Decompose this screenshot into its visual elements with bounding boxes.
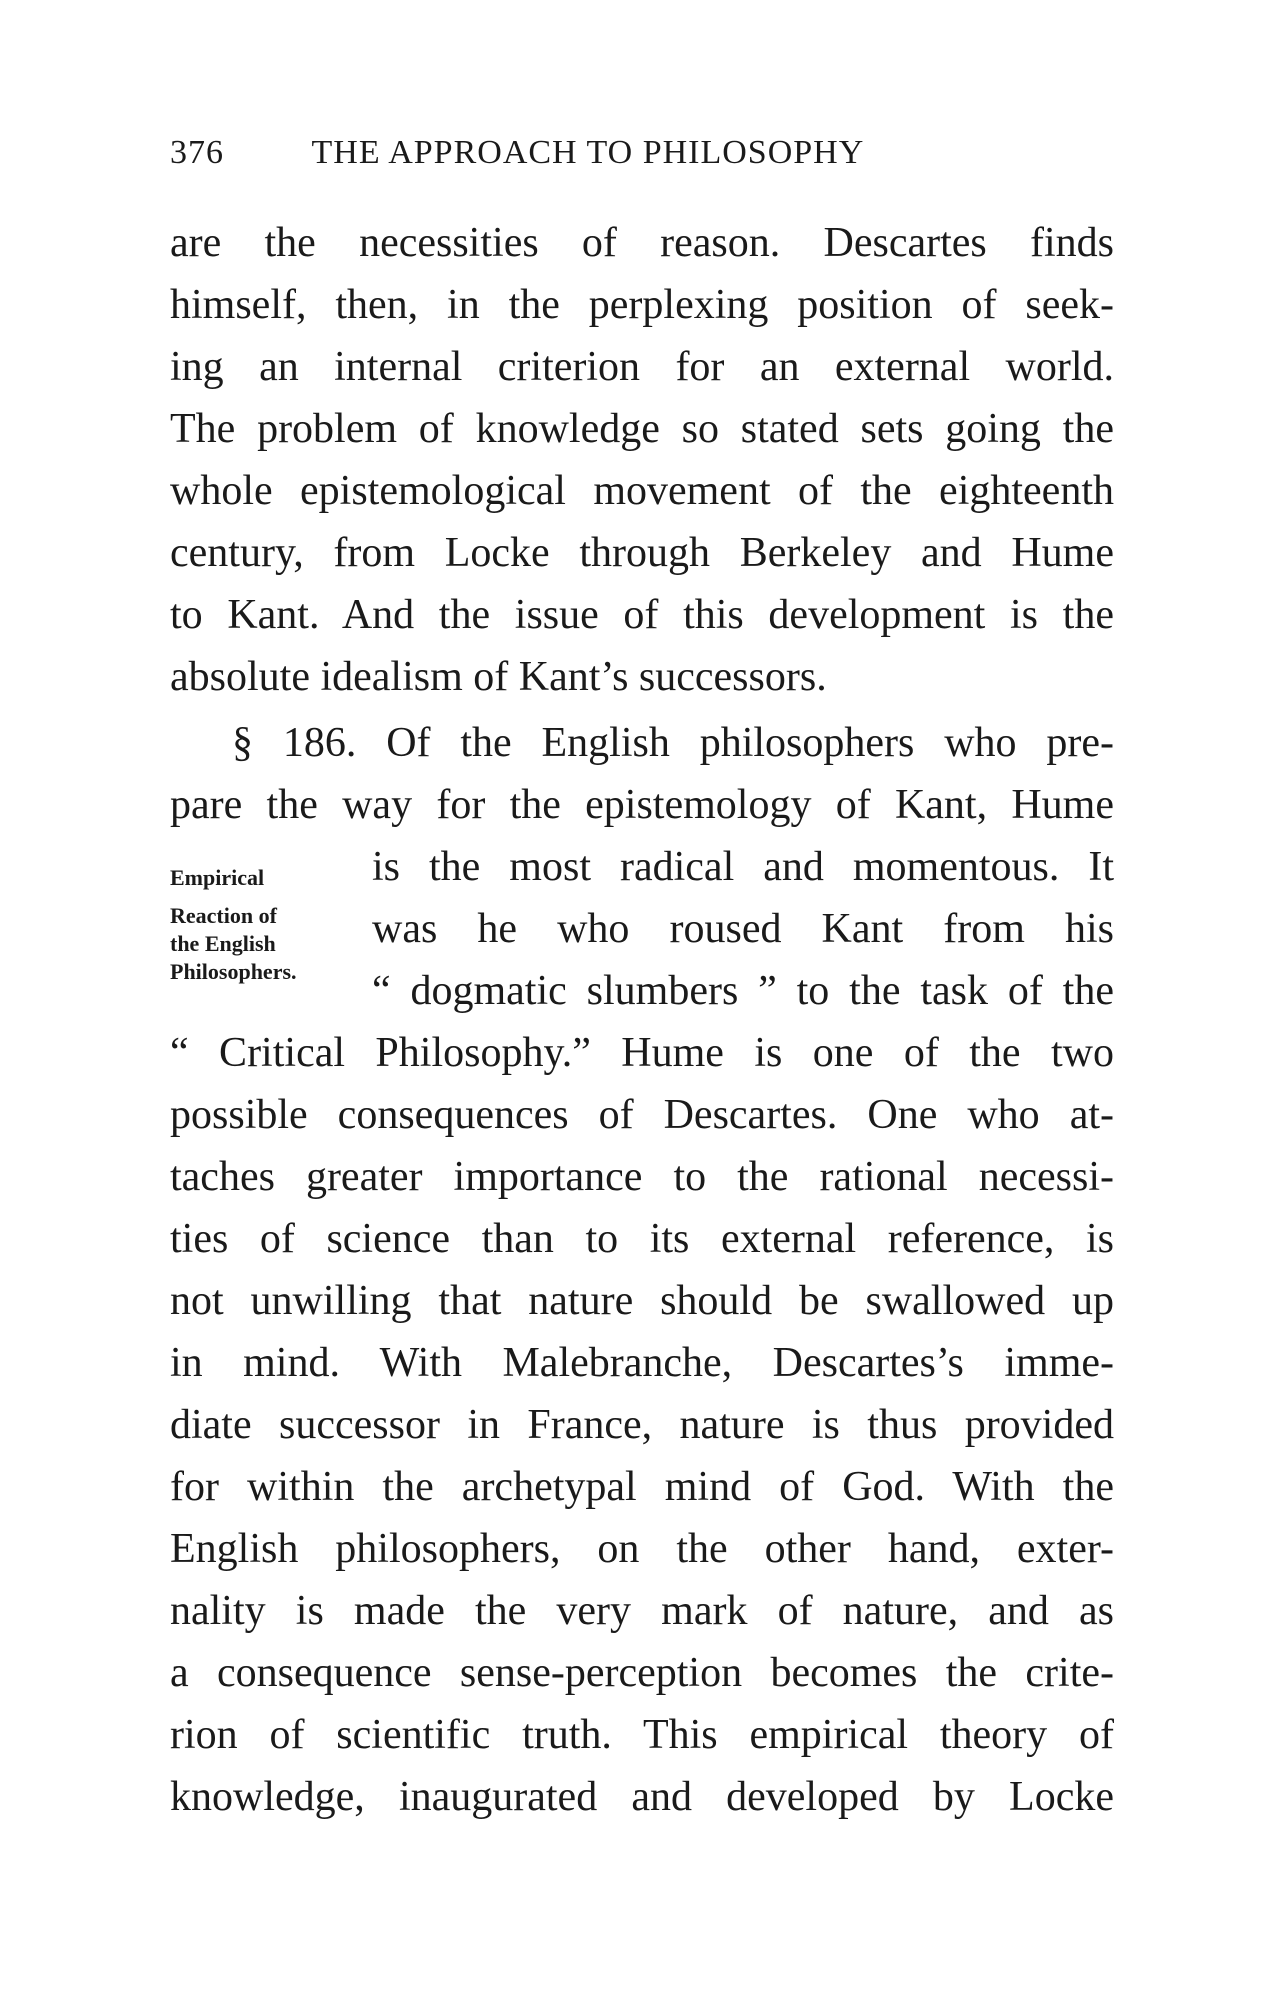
running-head (170, 134, 1170, 184)
text-line: nality is made the very mark of nature, and as (170, 1588, 1114, 1634)
text-line: pare the way for the epistemology of Kant, Hume (170, 782, 1114, 828)
text-line: whole epistemological movement of the eighteenth (170, 468, 1114, 514)
text-line: “ Critical Philosophy.” Hume is one of the two (170, 1030, 1114, 1076)
text-line: knowledge, inaugurated and developed by Locke (170, 1774, 1114, 1820)
text-line: rion of scientific truth. This empirical theory of (170, 1712, 1114, 1758)
text-line: not unwilling that nature should be swallowed up (170, 1278, 1114, 1324)
text-line: taches greater importance to the rational necessi- (170, 1154, 1114, 1200)
text-line: possible consequences of Descartes. One who at- (170, 1092, 1114, 1138)
margin-note-line: the English (170, 931, 276, 956)
text-line: himself, then, in the perplexing position of seek- (170, 282, 1114, 328)
text-line: for within the archetypal mind of God. With the (170, 1464, 1114, 1510)
text-line: is the most radical and momentous. It (372, 844, 1114, 890)
text-line: diate successor in France, nature is thus provided (170, 1402, 1114, 1448)
text-line: ties of science than to its external reference, is (170, 1216, 1114, 1262)
text-line: a consequence sense-perception becomes the crite- (170, 1650, 1114, 1696)
margin-note (170, 864, 370, 986)
text-line: ing an internal criterion for an external world. (170, 344, 1114, 390)
margin-note-line: Philosophers. (170, 959, 297, 984)
running-title: THE APPROACH TO PHILOSOPHY (311, 134, 865, 171)
page-number: 376 (170, 134, 224, 171)
text-line: are the necessities of reason. Descartes finds (170, 220, 1114, 266)
text-line: to Kant. And the issue of this development is the (170, 592, 1114, 638)
text-line: in mind. With Malebranche, Descartes’s imme- (170, 1340, 1114, 1386)
margin-note-line: Empirical (170, 865, 265, 890)
text-line: The problem of knowledge so stated sets going the (170, 406, 1114, 452)
text-line: century, from Locke through Berkeley and Hume (170, 530, 1114, 576)
section-186-start: § 186. Of the English philosophers who pre- (232, 720, 1114, 766)
text-line: “ dogmatic slumbers ” to the task of the (372, 968, 1114, 1014)
text-line: English philosophers, on the other hand, exter- (170, 1526, 1114, 1572)
text-line: absolute idealism of Kant’s successors. (170, 654, 827, 700)
margin-note-line: Reaction of (170, 903, 277, 928)
text-line: was he who roused Kant from his (372, 906, 1114, 952)
